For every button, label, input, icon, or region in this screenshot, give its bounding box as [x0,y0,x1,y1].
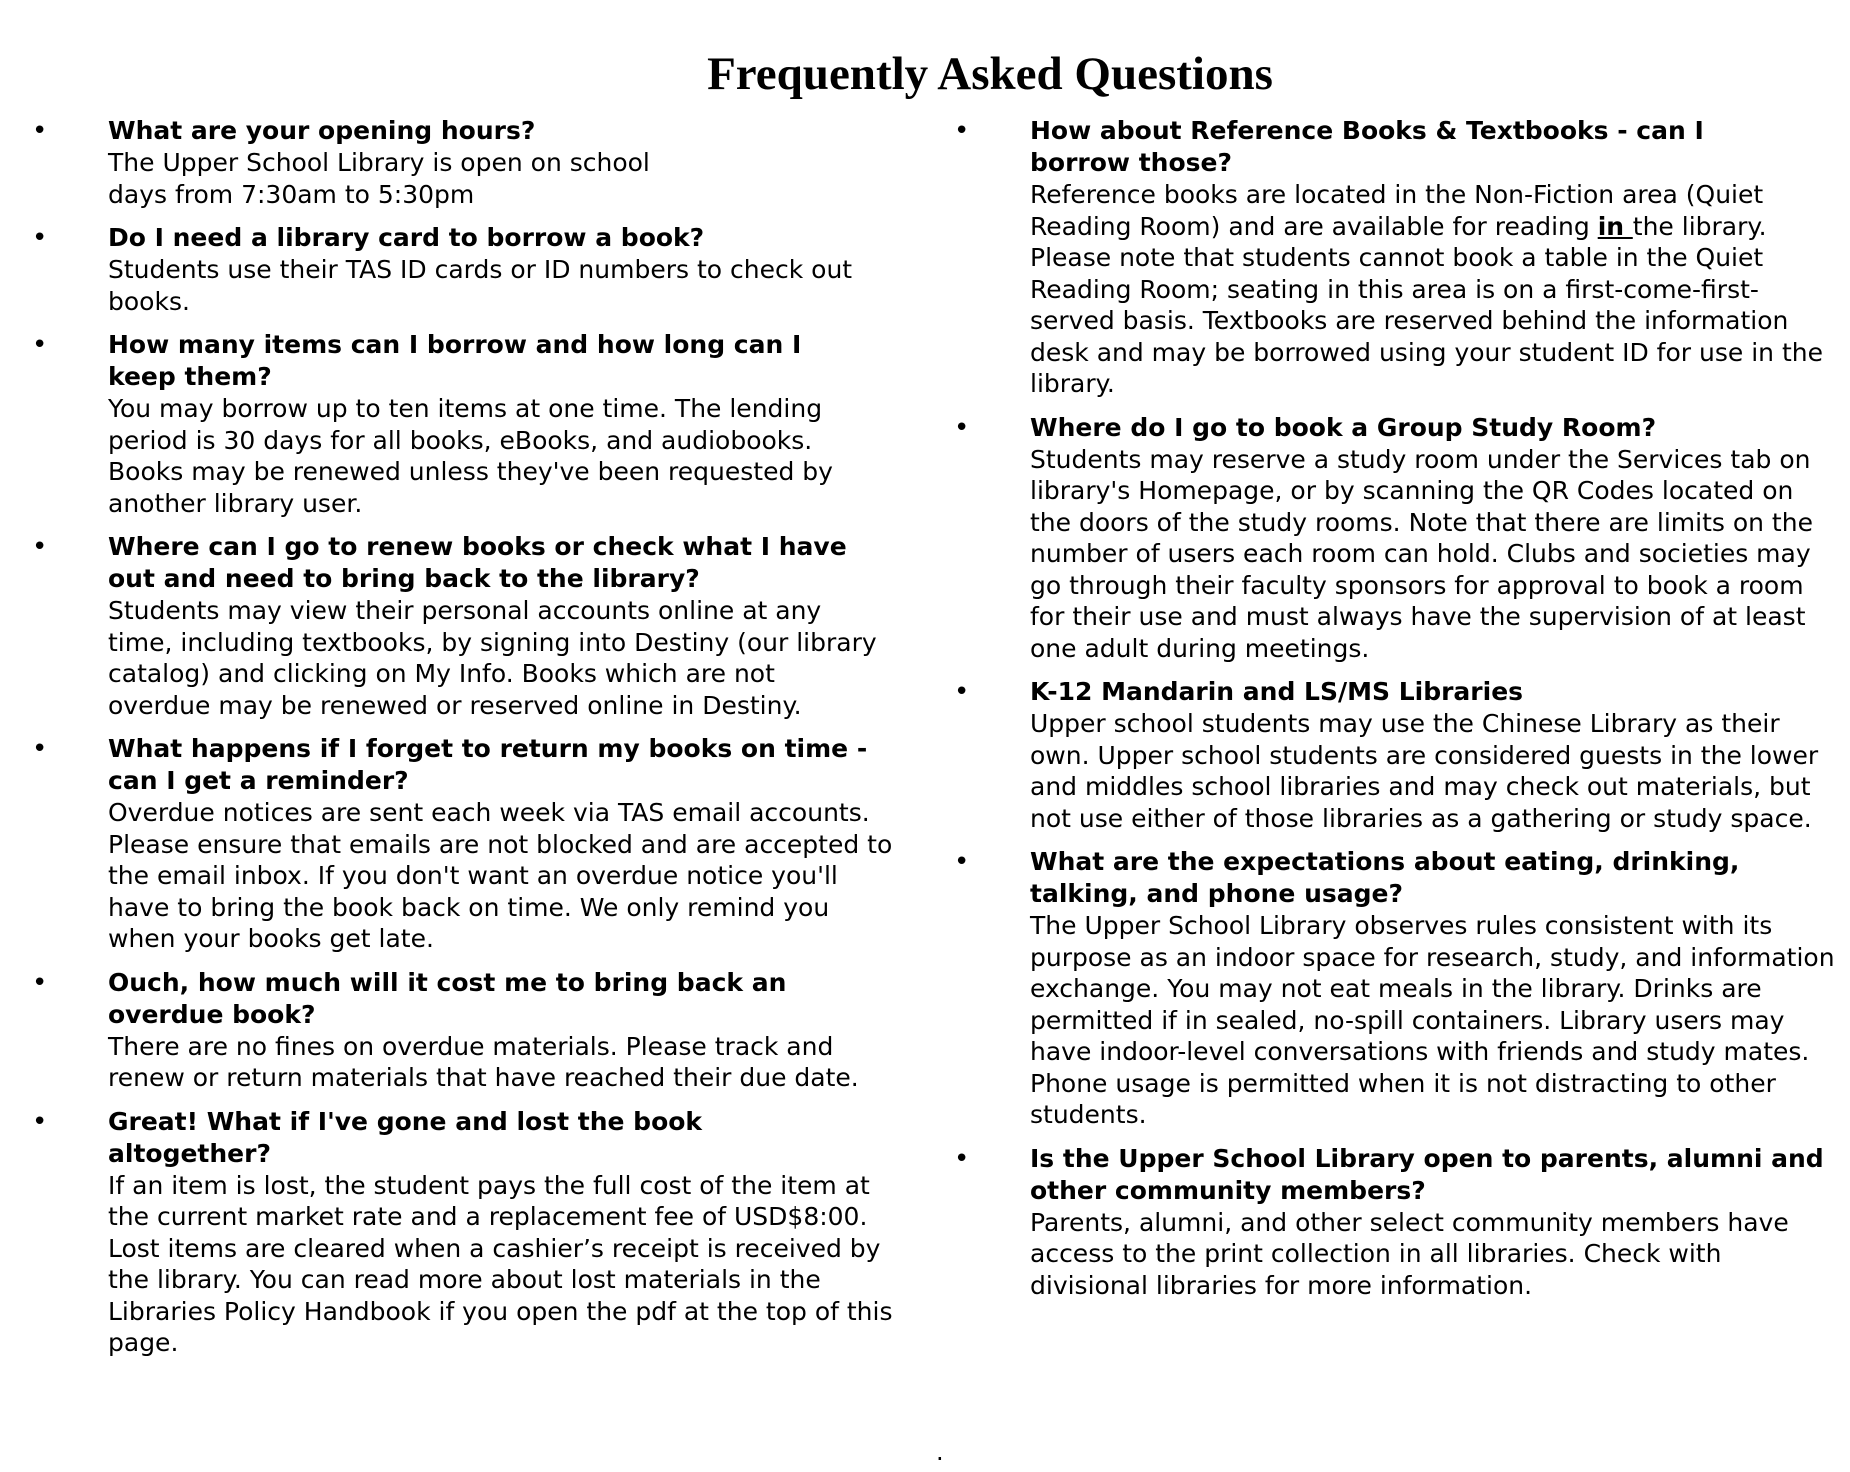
faq-answer: The Upper School Library is open on school days from 7:30am to 5:30pm [108,148,650,209]
faq-question: How about Reference Books & Textbooks - can I borrow those? [1030,116,1704,177]
bullet-icon: • [954,412,970,443]
faq-question: What are the expectations about eating, drinking, talking, and phone usage? [1030,847,1740,908]
faq-left-column [30,115,900,1371]
faq-item-borrow-limits [30,329,900,519]
faq-answer: Students use their TAS ID cards or ID numbers to check out books. [108,255,853,316]
bullet-icon: • [32,734,48,764]
faq-item-overdue-cost [30,967,900,1094]
emphasized-word: in [1597,211,1633,241]
bullet-icon: • [32,532,48,562]
bullet-icon: • [954,1143,970,1174]
faq-answer: If an item is lost, the student pays the full cost of the item at the current market rate and a replacement fee of USD$8:00. Lost items are cleared when a cashier’s receipt is received by the library. You can read more about lost materials in the Libraries Policy Handbook if you open the pdf at the top of this page. [108,1170,893,1357]
faq-answer: Overdue notices are sent each week via TAS email accounts. Please ensure that emails are not blocked and are accepted to the email inbox. If you don't want an overdue notice you'll have to bring the book back on time. We only remind you when your books get late. [108,798,893,953]
faq-answer: Parents, alumni, and other select community members have access to the print collection in all libraries. Check with divisional libraries for more information. [1030,1207,1789,1300]
page-title: Frequently Asked Questions [707,48,1273,100]
faq-item-community-access [952,1143,1842,1302]
bullet-icon: • [954,116,970,146]
faq-answer [1030,179,1830,400]
faq-question: What are your opening hours? [108,116,536,145]
faq-question: Where do I go to book a Group Study Room? [1030,412,1657,442]
faq-item-opening-hours [30,115,900,210]
faq-question: What happens if I forget to return my books on time - can I get a reminder? [108,734,868,795]
faq-question: Where can I go to renew books or check what I have out and need to bring back to the library? [108,532,847,593]
faq-question: How many items can I borrow and how long can I keep them? [108,330,802,391]
faq-question: K-12 Mandarin and LS/MS Libraries [1030,677,1524,706]
faq-item-library-card [30,222,900,317]
bullet-icon: • [32,330,48,360]
faq-right-column [952,115,1842,1313]
faq-answer: There are no fines on overdue materials. Please track and renew or return materials that have reached their due date. [108,1031,859,1092]
faq-answer: You may borrow up to ten items at one time. The lending period is 30 days for all books, eBooks, and audiobooks. Books may be renewed unless they've been requested by another library user. [108,394,833,518]
faq-item-reference-books [952,115,1842,400]
bullet-icon: • [32,116,48,146]
faq-question: Great! What if I've gone and lost the book altogether? [108,1106,703,1168]
faq-question: Do I need a library card to borrow a book? [108,223,705,252]
faq-answer: Students may reserve a study room under the Services tab on library's Homepage, or by scanning the QR Codes located on the doors of the study rooms. Note that there are limits on the number of users each room can hold. Clubs and societies may go through their faculty sponsors for approval to book a room for their use and must always have the supervision of at least one adult during meetings. [1030,444,1813,663]
faq-question: Ouch, how much will it cost me to bring back an overdue book? [108,967,787,1029]
faq-item-renew-books [30,531,900,721]
faq-answer: The Upper School Library observes rules consistent with its purpose as an indoor space for research, study, and information exchange. You may not eat meals in the library. Drinks are permitted if in sealed, no-spill containers. Library users may have indoor-level conversations with friends and study mates. Phone usage is permitted when it is not distracting to other students. [1030,911,1835,1129]
answer-text: Reference books are located in the Non-Fiction area (Quiet Reading Room) and are available for reading [1030,180,1764,241]
faq-item-mandarin-libraries [952,676,1842,834]
bullet-icon: • [32,1106,48,1137]
faq-item-group-study-room [952,412,1842,665]
faq-item-lost-book [30,1106,900,1359]
footer-mark: . [936,1438,944,1466]
faq-answer: Upper school students may use the Chinese Library as their own. Upper school students are considered guests in the lower and middles school libraries and may check out materials, but not use either of those libraries as a gathering or study space. [1030,709,1819,833]
faq-item-expectations [952,846,1842,1131]
answer-text: the library. Please note that students cannot book a table in the Quiet Reading Room; seating in this area is on a first-come-first-served basis. Textbooks are reserved behind the information desk and may be borrowed using your student ID for use in the library. [1030,211,1823,398]
bullet-icon: • [32,967,48,998]
bullet-icon: • [954,847,970,877]
faq-item-reminders [30,733,900,955]
faq-answer: Students may view their personal accounts online at any time, including textbooks, by signing into Destiny (our library catalog) and clicking on My Info. Books which are not overdue may be renewed or reserved online in Destiny. [108,596,877,720]
faq-question: Is the Upper School Library open to parents, alumni and other community members? [1030,1143,1824,1205]
bullet-icon: • [32,223,48,253]
bullet-icon: • [954,677,970,707]
